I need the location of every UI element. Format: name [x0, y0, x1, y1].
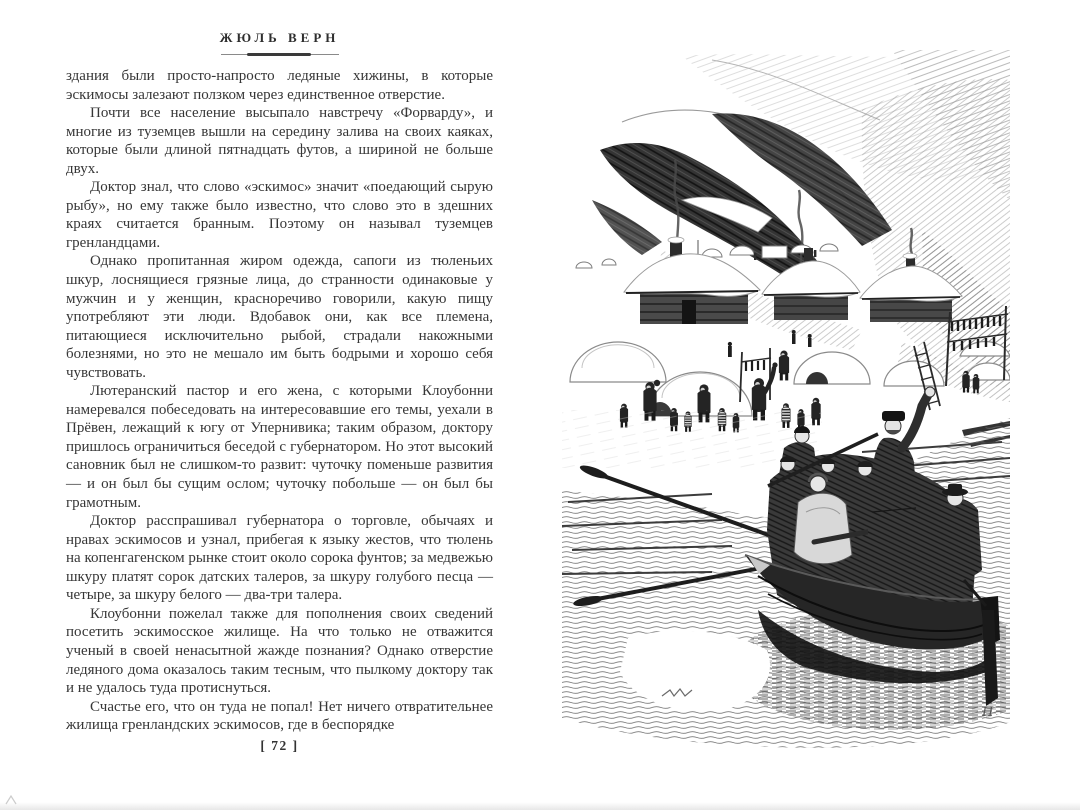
title-rule-thick [247, 53, 311, 56]
page-number: [ 72 ] [260, 738, 299, 753]
left-page [66, 30, 493, 735]
paragraph: здания были просто-напросто ледяные хижины, в которые эскимосы залезают ползком через единственное отверстие. [66, 68, 493, 103]
running-title: ЖЮЛЬ ВЕРН [219, 30, 340, 45]
paragraph: Клоубонни пожелал также для пополнения своих сведений посетить эскимосское жилище. На что только не отважится ученый в своей ненасытной жажде познания? Однако отверстие ледяного дома оказалось таким тесным, что пылкому доктору так и не удалось туда протиснуться. [66, 605, 493, 697]
paragraph: Однако пропитанная жиром одежда, сапоги из тюленьих шкур, лоснящиеся грязные лица, до странности одинаковые у мужчин и у женщин, красноречиво говорили, какую пищу употребляют эти люди. Вдобавок они, как все племена, питающиеся исключительно рыбой, страдали накожными болезнями, но это не мешало им быть бодрыми и хорошо себя чувствовать. [66, 253, 493, 381]
title-rule [221, 53, 339, 56]
illustration-engraving [562, 50, 1010, 762]
paragraph: Доктор знал, что слово «эскимос» значит «поедающий сырую рыбу», но ему также было известно, что слово это в здешних краях считается бранным. Поэтому он называл туземцев гренландцами. [66, 179, 493, 251]
body-text [66, 67, 493, 735]
paragraph: Лютеранский пастор и его жена, с которыми Клоубонни намеревался побеседовать на интересовавшие его темы, уехали в Прёвен, лежащий к югу от Упернивика; таким образом, доктору пришлось ограничиться беседой с губернатором. Но этот высокий сановник был не слишком-то развит: чуточку поменьше развития — и он был бы сущим ослом; чуточку побольше — он был бы грамотным. [66, 383, 493, 511]
artist-signature: Н [982, 705, 994, 720]
paragraph: Почти все население высыпало навстречу «Форварду», и многие из туземцев вышли на середину залива на своих каяках, которые были длиной пятнадцать футов, а шириной не больше двух. [66, 105, 493, 177]
book-edge-shadow [0, 802, 1080, 810]
page-corner-mark [4, 794, 20, 806]
paragraph: Счастье его, что он туда не попал! Нет ничего отвратительнее жилища гренландских эскимосов, где в беспорядке [66, 698, 493, 734]
paragraph: Доктор расспрашивал губернатора о торговле, обычаях и нравах эскимосов и узнал, прибегая к языку жестов, что тюлень на копенгагенском рынке стоит около сорока фунтов; за медвежью шкуру платят сорок датских талеров, за шкуру голубого песца — четыре, за шкуру белого — два-три талера. [66, 513, 493, 604]
